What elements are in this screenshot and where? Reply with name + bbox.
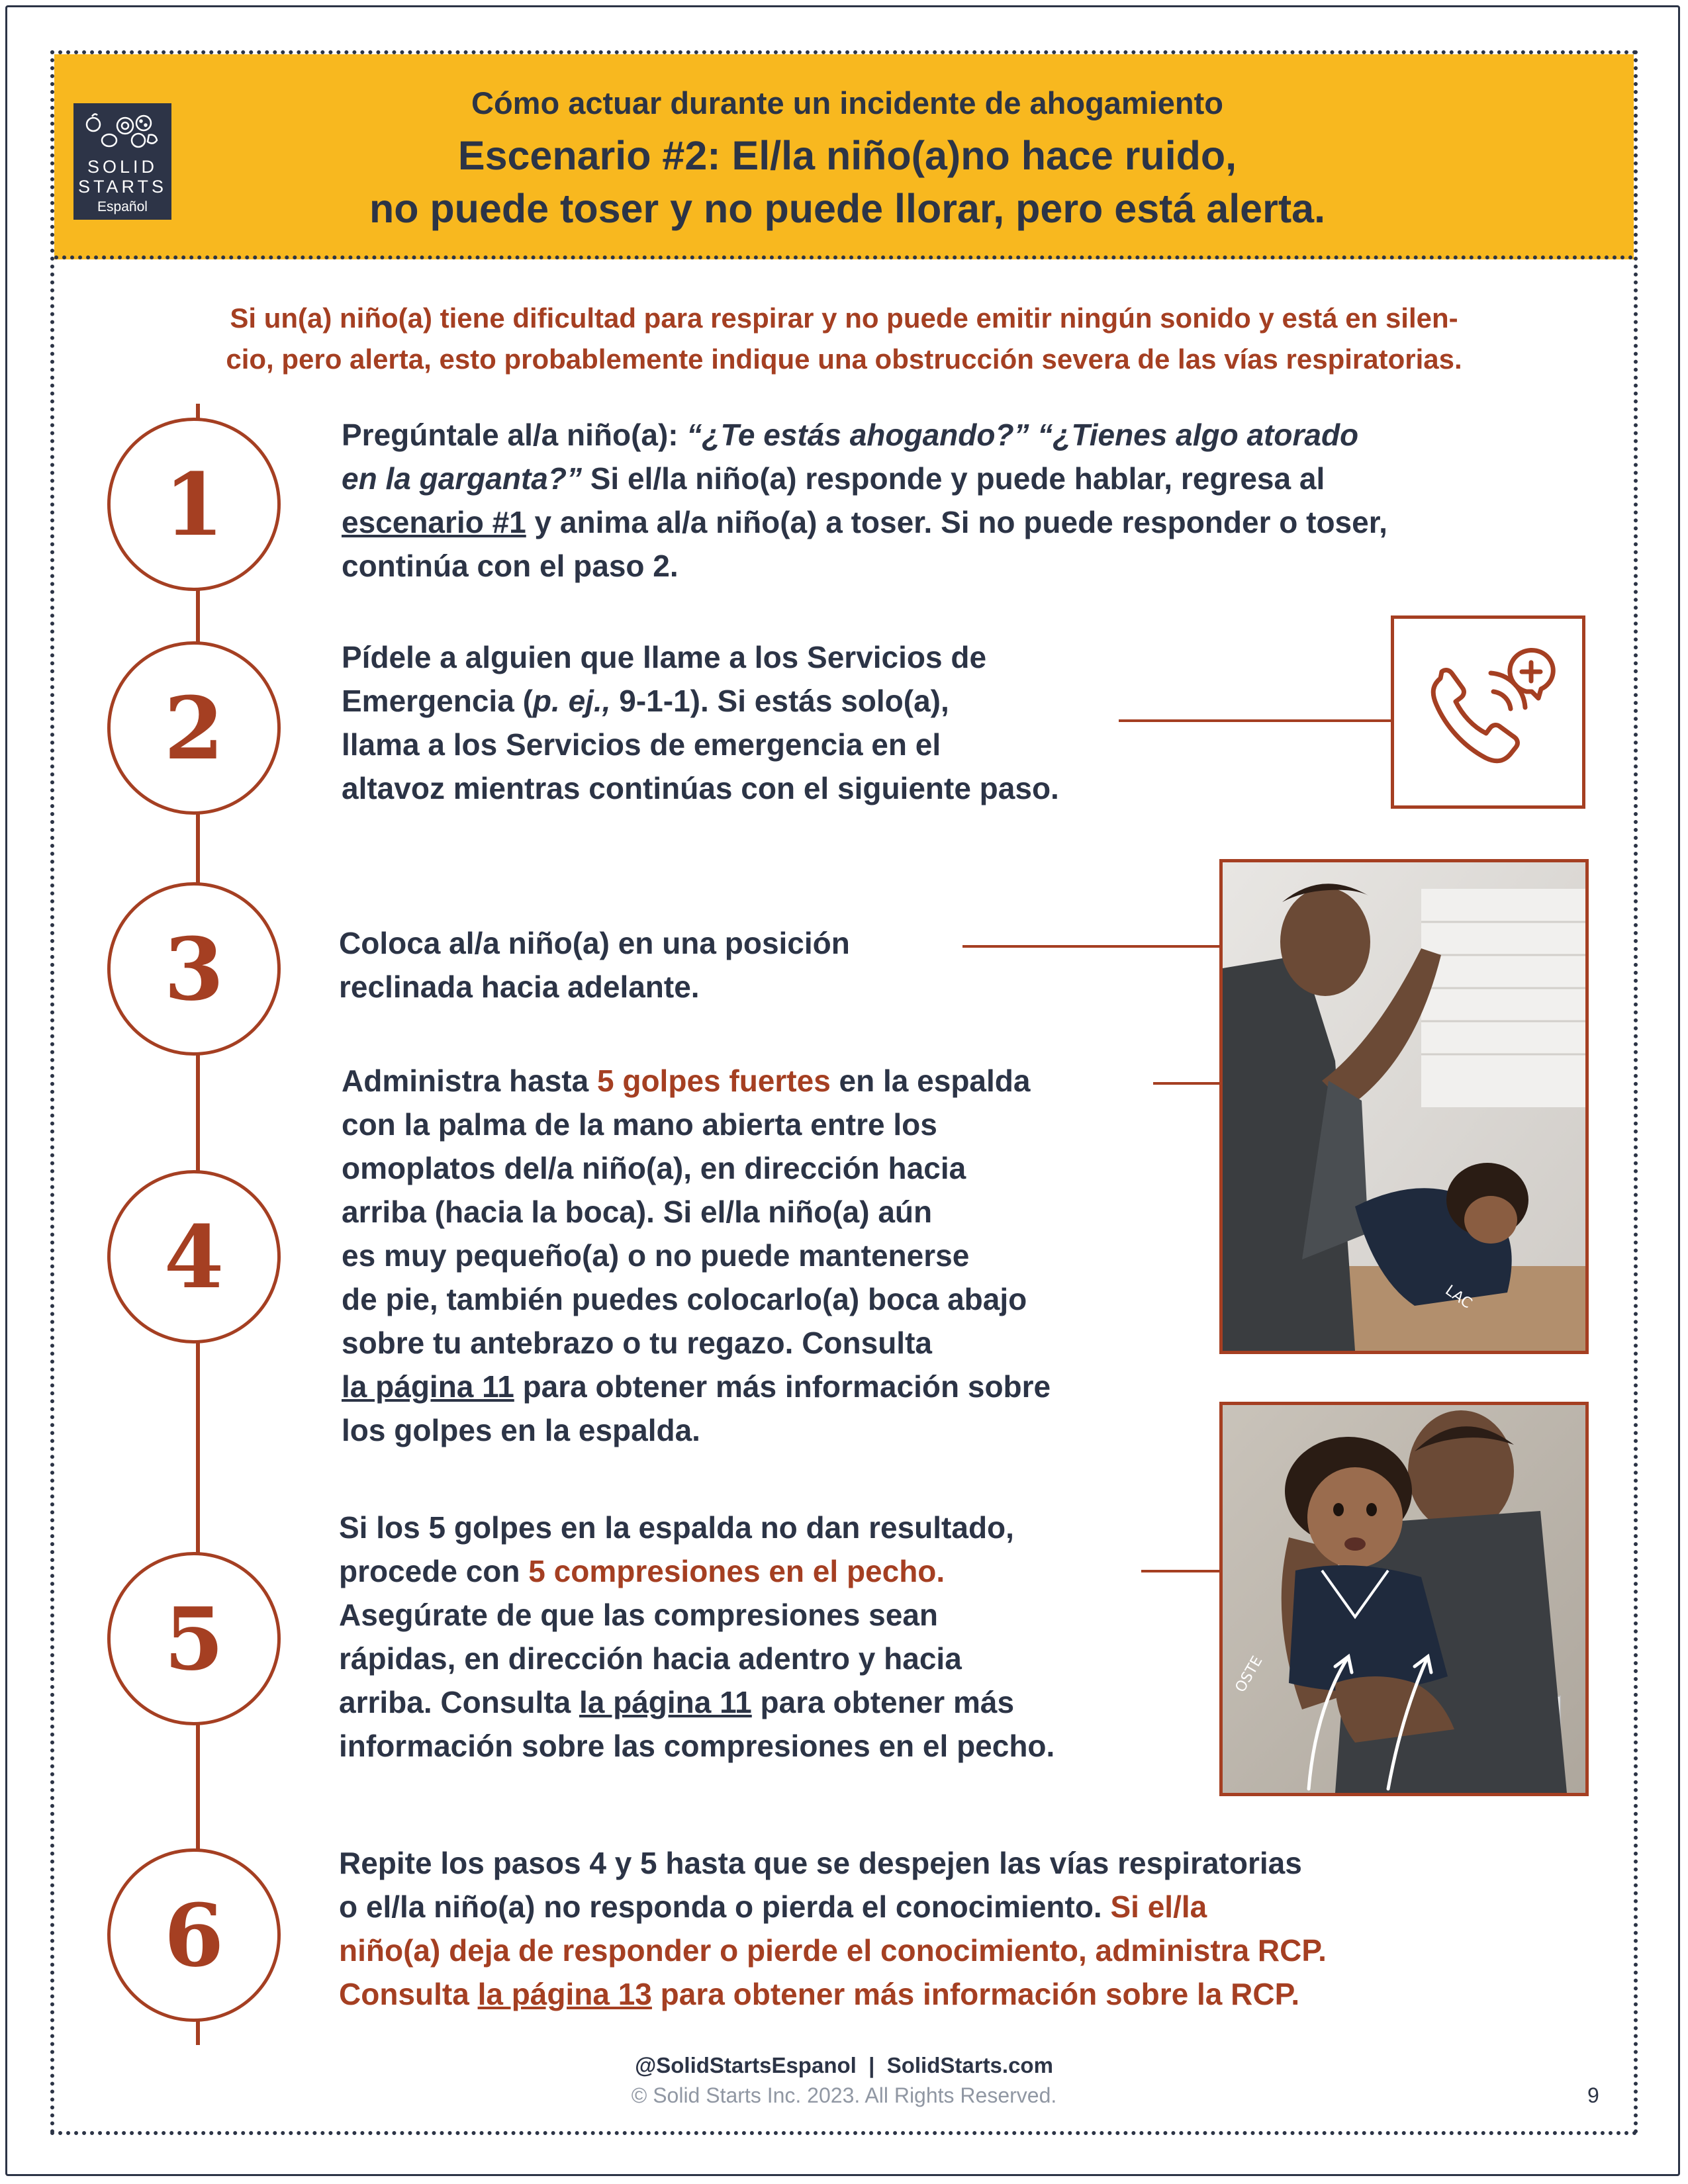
step-4-line-7: sobre tu antebrazo o tu regazo. Consulta <box>342 1326 932 1360</box>
page-13-link[interactable]: la página 13 <box>477 1977 652 2011</box>
intro-line-1: Si un(a) niño(a) tiene dificultad para respirar y no puede emitir ningún sonido y está en silen- <box>230 302 1458 334</box>
step-1-number: 1 <box>164 453 224 555</box>
scenario-1-link[interactable]: escenario #1 <box>342 505 526 539</box>
step-6-number: 6 <box>164 1884 224 1986</box>
step-5-line-4: rápidas, en dirección hacia adentro y hacia <box>339 1641 962 1676</box>
step-2-line-2c: 9-1-1). Si estás solo(a), <box>610 684 949 718</box>
step-2-line-2a: Emergencia ( <box>342 684 533 718</box>
photo-1-shirt-logo: LAC <box>1442 1282 1475 1312</box>
step-2-circle <box>107 641 281 815</box>
step-6-line-4a: Consulta <box>339 1977 478 2011</box>
step-2-connector <box>1119 719 1391 722</box>
chest-compressions-illustration <box>1223 1405 1585 1793</box>
back-blows-illustration <box>1223 862 1585 1351</box>
step-1-circle <box>107 418 281 591</box>
step-4-line-4: arriba (hacia la boca). Si el/la niño(a) aún <box>342 1195 933 1229</box>
step-4-line-2: con la palma de la mano abierta entre los <box>342 1107 937 1142</box>
step-4-line-5: es muy pequeño(a) o no puede mantenerse <box>342 1238 970 1273</box>
step-1-question: “¿Te estás ahogando?” “¿Tienes algo atorado <box>686 418 1359 452</box>
intro-warning <box>99 298 1589 380</box>
step-1-line-3: y anima al/a niño(a) a toser. Si no puede responder o toser, <box>526 505 1387 539</box>
step-5-line-1: Si los 5 golpes en la espalda no dan resultado, <box>339 1510 1014 1545</box>
step-4-circle <box>107 1170 281 1343</box>
step-6-text <box>339 1841 1327 2016</box>
header-subtitle: Cómo actuar durante un incidente de ahogamiento <box>471 85 1223 120</box>
page-11-link[interactable]: la página 11 <box>342 1369 514 1404</box>
step-3-text <box>339 921 850 1009</box>
phone-with-medical-bubble-icon <box>1394 619 1582 805</box>
step-5-text <box>339 1506 1055 1768</box>
step-5-circle <box>107 1552 281 1725</box>
step-4-connector <box>1153 1082 1219 1085</box>
step-6-line-1: Repite los pasos 4 y 5 hasta que se despejen las vías respiratorias <box>339 1846 1302 1880</box>
step-3-line-2: reclinada hacia adelante. <box>339 970 700 1004</box>
page-11-link-2[interactable]: la página 11 <box>579 1685 752 1719</box>
step-2-abbrev: p. ej., <box>532 684 611 718</box>
step-1-question-lead: Pregúntale al/a niño(a): <box>342 418 687 452</box>
step-4-line-3: omoplatos del/a niño(a), en dirección hacia <box>342 1151 966 1185</box>
page-number: 9 <box>1587 2083 1599 2107</box>
logo-word-solid: SOLID <box>87 157 158 177</box>
step-3-circle <box>107 882 281 1056</box>
step-3-connector <box>962 945 1219 948</box>
step-2-line-4: altavoz mientras continúas con el siguiente paso. <box>342 771 1059 805</box>
step-1-text <box>342 413 1387 588</box>
step-5-connector <box>1141 1570 1219 1572</box>
step-3-number: 3 <box>164 918 224 1020</box>
step-4-line-1c: en la espalda <box>830 1064 1031 1098</box>
step-5-line-5a: arriba. Consulta <box>339 1685 579 1719</box>
step-1-question-end: en la garganta?” <box>342 461 582 496</box>
chest-compressions-photo <box>1219 1402 1589 1796</box>
logo-word-espanol: Español <box>97 199 148 214</box>
step-5-line-5c: para obtener más <box>751 1685 1015 1719</box>
food-doodle-icon <box>83 110 162 152</box>
step-5-line-2a: procede con <box>339 1554 529 1588</box>
logo-word-starts: STARTS <box>77 177 167 197</box>
header-title-line-1: Escenario #2: El/la niño(a)no hace ruido, <box>457 133 1237 178</box>
step-5-line-3: Asegúrate de que las compresiones sean <box>339 1598 939 1632</box>
header-title-line-2: no puede toser y no puede llorar, pero está alerta. <box>369 186 1326 231</box>
step-1-line-2: Si el/la niño(a) responde y puede hablar, regresa al <box>581 461 1325 496</box>
step-2-line-3: llama a los Servicios de emergencia en el <box>342 727 941 762</box>
step-5-chest-compressions: 5 compresiones en el pecho. <box>528 1554 945 1588</box>
photo-2-shirt-logo: OSTE <box>1232 1653 1266 1696</box>
phone-icon-box <box>1391 615 1585 809</box>
step-2-text <box>342 635 1059 810</box>
step-4-line-8b: para obtener más información sobre <box>514 1369 1051 1404</box>
step-4-line-1a: Administra hasta <box>342 1064 597 1098</box>
step-1-line-4: continúa con el paso 2. <box>342 549 679 583</box>
footer-social-handle[interactable]: @SolidStartsEspanol | SolidStarts.com <box>635 2053 1053 2077</box>
back-blows-photo <box>1219 859 1589 1354</box>
step-4-line-9: los golpes en la espalda. <box>342 1413 700 1447</box>
step-4-back-blows: 5 golpes fuertes <box>597 1064 831 1098</box>
step-2-number: 2 <box>164 677 224 779</box>
intro-line-2: cio, pero alerta, esto probablemente indique una obstrucción severa de las vías respiratorias. <box>226 343 1462 375</box>
step-4-number: 4 <box>164 1206 224 1308</box>
step-6-line-2b: Si el/la <box>1110 1889 1207 1924</box>
step-3-line-1: Coloca al/a niño(a) en una posición <box>339 926 850 960</box>
step-5-line-6: información sobre las compresiones en el pecho. <box>339 1729 1055 1763</box>
step-6-line-3: niño(a) deja de responder o pierde el conocimiento, administra RCP. <box>339 1933 1327 1968</box>
step-6-line-4c: para obtener más información sobre la RCP. <box>651 1977 1300 2011</box>
step-5-number: 5 <box>164 1588 224 1690</box>
solid-starts-logo <box>73 103 171 220</box>
step-4-line-6: de pie, también puedes colocarlo(a) boca abajo <box>342 1282 1027 1316</box>
footer-copyright: © Solid Starts Inc. 2023. All Rights Reserved. <box>631 2083 1057 2107</box>
step-2-line-1: Pídele a alguien que llame a los Servicios de <box>342 640 987 674</box>
step-6-line-2a: o el/la niño(a) no responda o pierda el conocimiento. <box>339 1889 1111 1924</box>
step-6-circle <box>107 1848 281 2022</box>
step-4-text <box>342 1059 1051 1452</box>
